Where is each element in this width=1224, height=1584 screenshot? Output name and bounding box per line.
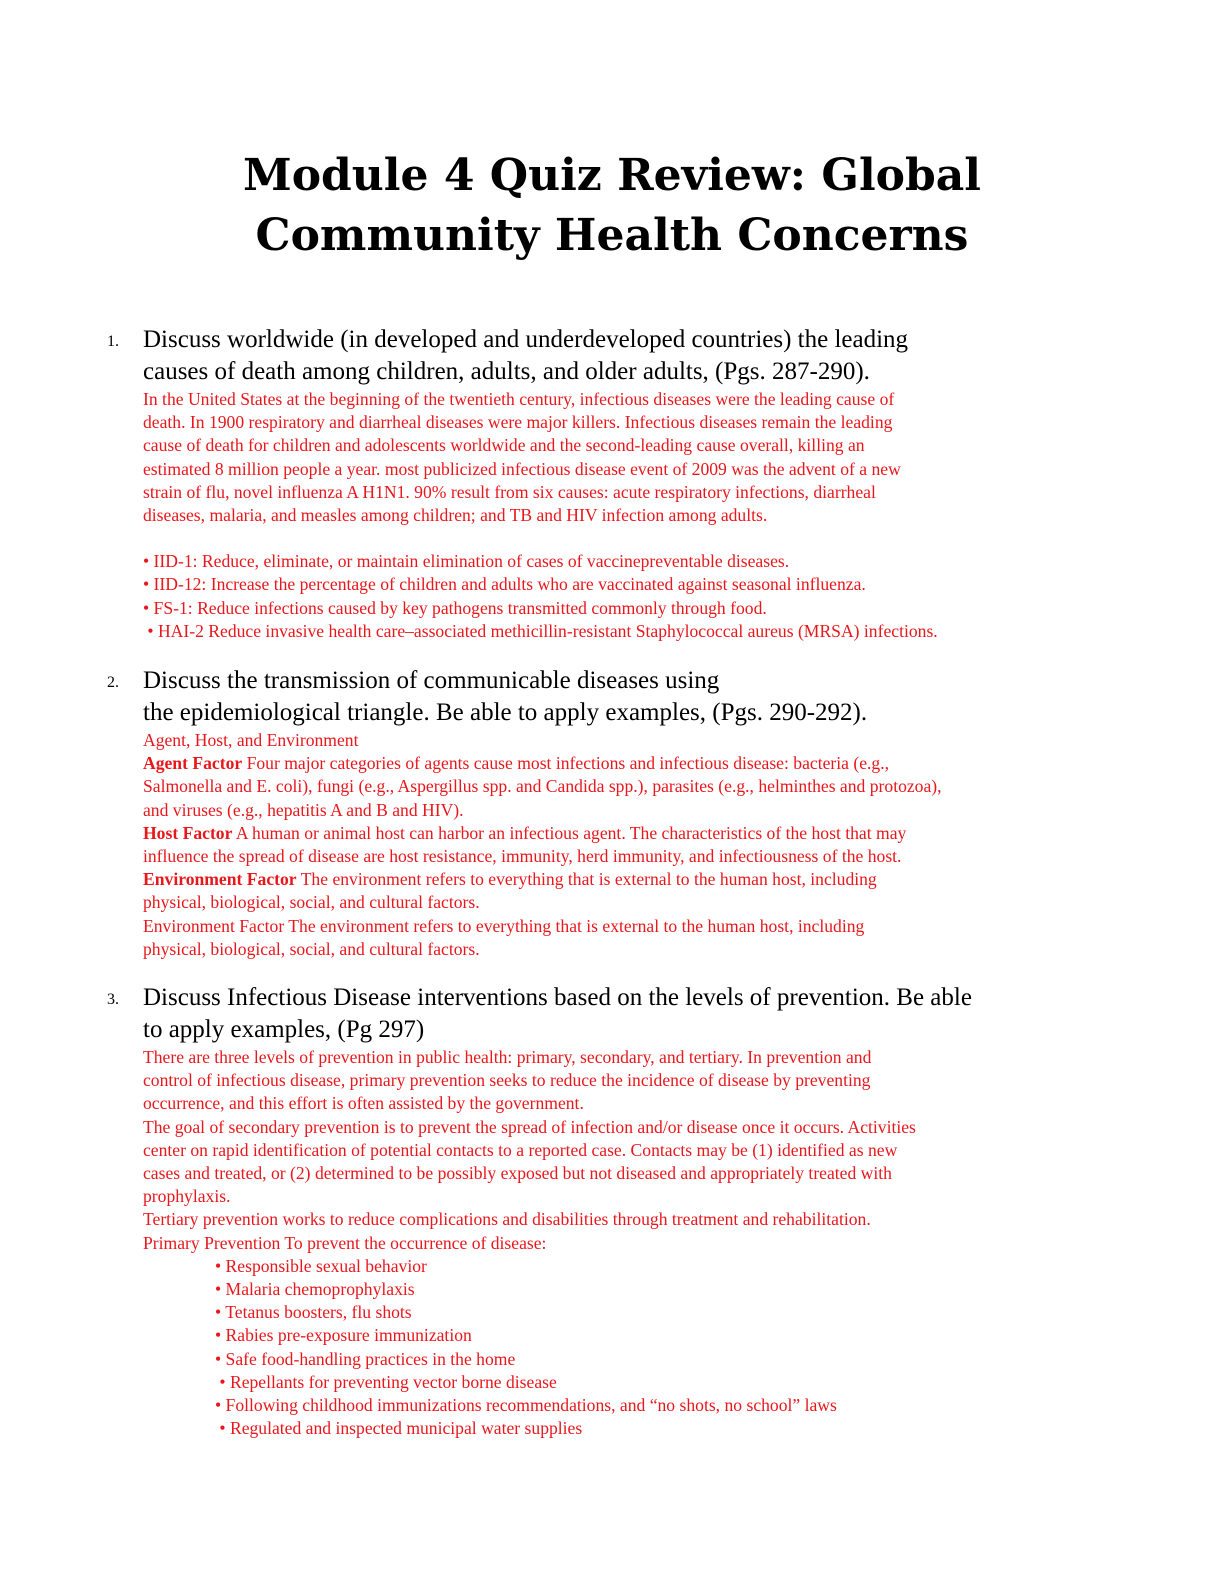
question-line: Discuss Infectious Disease interventions based on the levels of prevention. Be able: [143, 984, 972, 1011]
question-line: the epidemiological triangle. Be able to apply examples, (Pgs. 290-292).: [143, 699, 868, 726]
answer-line: Agent, Host, and Environment: [143, 730, 359, 750]
answer-line: cases and treated, or (2) determined to be possibly exposed but not diseased and appropriately treated with: [143, 1163, 892, 1184]
question-2: [107, 665, 1097, 961]
bullet-item: • FS-1: Reduce infections caused by key pathogens transmitted commonly through food.: [143, 597, 767, 618]
list-item: • Following childhood immunizations recommendations, and “no shots, no school” laws: [215, 1395, 837, 1416]
answer-line: cause of death for children and adolescents worldwide and the second-leading cause overall, killing an: [143, 435, 865, 456]
answer-line: Primary Prevention To prevent the occurrence of disease:: [143, 1232, 547, 1253]
environment-factor: Environment Factor The environment refers to everything that is external to the human host, including: [143, 869, 877, 890]
environment-factor-label: Environment Factor: [143, 869, 297, 890]
answer-line: There are three levels of prevention in public health: primary, secondary, and tertiary. In prevention and: [143, 1047, 872, 1067]
list-item: • Malaria chemoprophylaxis: [215, 1279, 415, 1300]
question-1: [107, 324, 1097, 643]
answer-line: center on rapid identification of potential contacts to a reported case. Contacts may be (1) identified as new: [143, 1139, 898, 1160]
bullet-item: • IID-12: Increase the percentage of children and adults who are vaccinated against seasonal influenza.: [143, 574, 866, 595]
answer-line: control of infectious disease, primary prevention seeks to reduce the incidence of disease by preventing: [143, 1070, 871, 1091]
host-factor-label: Host Factor: [143, 822, 233, 843]
question-text: [143, 982, 1097, 1046]
list-item: • Responsible sexual behavior: [215, 1255, 427, 1276]
prevention-list: [143, 1255, 1097, 1441]
list-item: • Safe food-handling practices in the home: [215, 1348, 516, 1369]
answer-block: [143, 729, 1097, 961]
question-line: Discuss the transmission of communicable diseases using: [143, 667, 720, 694]
answer-block: [143, 1046, 1097, 1440]
answer-line: strain of flu, novel influenza A H1N1. 90% result from six causes: acute respiratory infections, diarrheal: [143, 481, 876, 502]
question-number: 2.: [107, 674, 119, 691]
question-text: [143, 324, 1097, 388]
answer-line: Tertiary prevention works to reduce complications and disabilities through treatment and rehabilitation.: [143, 1209, 871, 1230]
answer-line: physical, biological, social, and cultural factors.: [143, 938, 480, 959]
host-factor: Host Factor A human or animal host can harbor an infectious agent. The characteristics of the host that may: [143, 822, 907, 843]
answer-block: [143, 388, 1097, 643]
title-line-2: Community Health Concerns: [255, 210, 969, 261]
answer-line: influence the spread of disease are host resistance, immunity, herd immunity, and infectiousness of the host.: [143, 846, 902, 867]
list-item: • Repellants for preventing vector borne disease: [215, 1371, 557, 1392]
agent-factor-label: Agent Factor: [143, 753, 243, 774]
answer-line: Salmonella and E. coli), fungi (e.g., Aspergillus spp. and Candida spp.), parasites (e.g., helminthes and protozoa),: [143, 776, 942, 797]
answer-line: estimated 8 million people a year. most publicized infectious disease event of 2009 was the advent of a new: [143, 458, 901, 479]
list-item: • Rabies pre-exposure immunization: [215, 1325, 472, 1346]
answer-line: prophylaxis.: [143, 1186, 231, 1207]
answer-line: physical, biological, social, and cultural factors.: [143, 892, 480, 913]
question-number: 3.: [107, 991, 119, 1008]
bullet-item: • HAI-2 Reduce invasive health care–associated methicillin-resistant Staphylococcal aureus (MRSA) infections.: [143, 620, 938, 641]
list-item: • Regulated and inspected municipal water supplies: [215, 1418, 583, 1439]
answer-line: diseases, malaria, and measles among children; and TB and HIV infection among adults.: [143, 505, 768, 526]
question-3: [107, 982, 1097, 1440]
question-number: 1.: [107, 333, 119, 350]
answer-line: In the United States at the beginning of the twentieth century, infectious diseases were the leading cause of: [143, 389, 895, 409]
answer-line: death. In 1900 respiratory and diarrheal diseases were major killers. Infectious diseases remain the leading: [143, 412, 893, 433]
answer-line: Environment Factor The environment refers to everything that is external to the human host, including: [143, 915, 865, 936]
page-title: [150, 146, 1074, 266]
answer-line: occurrence, and this effort is often assisted by the government.: [143, 1093, 584, 1114]
question-line: causes of death among children, adults, and older adults, (Pgs. 287-290).: [143, 358, 870, 385]
title-line-1: Module 4 Quiz Review: Global: [242, 150, 981, 201]
list-item: • Tetanus boosters, flu shots: [215, 1302, 412, 1323]
question-line: Discuss worldwide (in developed and underdeveloped countries) the leading: [143, 326, 909, 353]
agent-factor: Agent Factor Four major categories of agents cause most infections and infectious disease: bacteria (e.g.,: [143, 753, 890, 774]
bullet-item: • IID-1: Reduce, eliminate, or maintain elimination of cases of vaccinepreventable diseases.: [143, 551, 790, 572]
answer-line: and viruses (e.g., hepatitis A and B and HIV).: [143, 799, 464, 820]
question-line: to apply examples, (Pg 297): [143, 1016, 425, 1043]
answer-line: The goal of secondary prevention is to prevent the spread of infection and/or disease once it occurs. Activities: [143, 1116, 916, 1137]
question-text: [143, 665, 1097, 729]
